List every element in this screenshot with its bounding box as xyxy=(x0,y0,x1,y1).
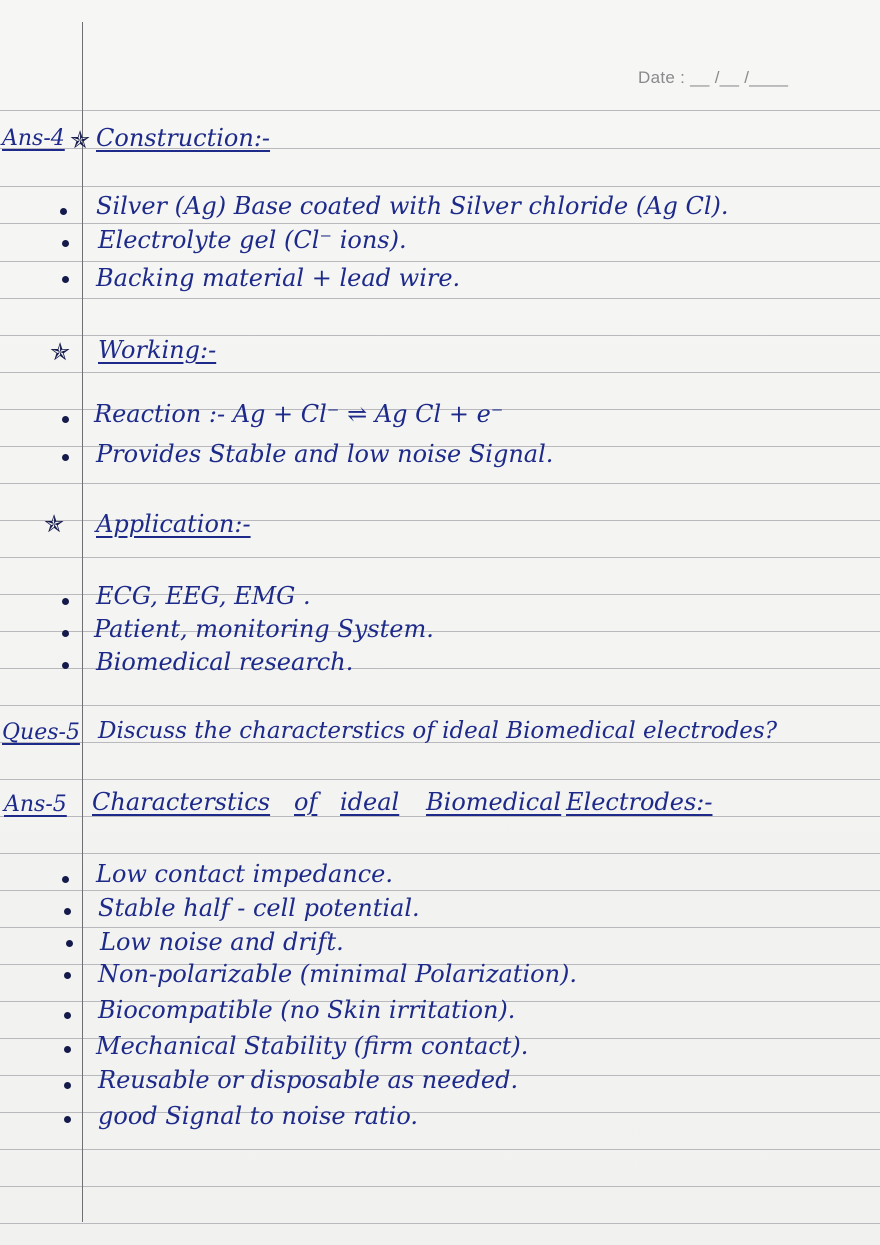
bullet-icon xyxy=(66,940,73,947)
ruled-line xyxy=(0,816,880,817)
bullet-icon xyxy=(62,454,69,461)
ans5-heading-word: Electrodes:- xyxy=(566,788,713,816)
margin-line xyxy=(82,22,83,1222)
characteristic-item: Biocompatible (no Skin irritation). xyxy=(98,996,516,1024)
characteristic-item: Stable half - cell potential. xyxy=(98,894,420,922)
working-item: Reaction :- Ag + Cl⁻ ⇌ Ag Cl + e⁻ xyxy=(94,400,504,428)
star-icon: ✯ xyxy=(44,510,65,538)
ruled-line xyxy=(0,1149,880,1150)
working-heading: Working:- xyxy=(98,336,217,364)
ruled-line xyxy=(0,298,880,299)
bullet-icon xyxy=(62,662,69,669)
application-item: Biomedical research. xyxy=(96,648,354,676)
ruled-line xyxy=(0,890,880,891)
bullet-icon xyxy=(62,240,69,247)
characteristic-item: Low noise and drift. xyxy=(100,928,344,956)
question-5-label: Ques-5 xyxy=(2,720,80,745)
construction-heading: Construction:- xyxy=(96,124,271,152)
characteristic-item: Mechanical Stability (firm contact). xyxy=(96,1032,529,1060)
bullet-icon xyxy=(64,908,71,915)
ans5-heading-word: Biomedical xyxy=(426,788,562,816)
application-item: ECG, EEG, EMG . xyxy=(96,582,311,610)
date-field: Date : __ /__ /____ xyxy=(638,68,789,87)
star-icon: ✯ xyxy=(50,338,71,366)
star-icon: ✯ xyxy=(70,126,91,154)
question-5-text: Discuss the characterstics of ideal Biomedical electrodes? xyxy=(98,718,778,744)
characteristic-item: Non-polarizable (minimal Polarization). xyxy=(98,960,578,988)
ruled-line xyxy=(0,1223,880,1224)
working-item: Provides Stable and low noise Signal. xyxy=(96,440,554,468)
ruled-line xyxy=(0,223,880,224)
ruled-line xyxy=(0,853,880,854)
bullet-icon xyxy=(64,1046,71,1053)
construction-item: Electrolyte gel (Cl⁻ ions). xyxy=(98,226,407,254)
construction-item: Backing material + lead wire. xyxy=(96,264,461,292)
bullet-icon xyxy=(62,876,69,883)
ans5-heading-word: Characterstics xyxy=(92,788,271,816)
answer-4-label: Ans-4 xyxy=(2,126,65,151)
ans5-heading-word: ideal xyxy=(340,788,400,816)
bullet-icon xyxy=(62,598,69,605)
bullet-icon xyxy=(64,1116,71,1123)
application-item: Patient, monitoring System. xyxy=(94,615,434,643)
bullet-icon xyxy=(64,1012,71,1019)
bullet-icon xyxy=(64,1082,71,1089)
ruled-line xyxy=(0,1186,880,1187)
ruled-line xyxy=(0,483,880,484)
ruled-line xyxy=(0,557,880,558)
characteristic-item: good Signal to noise ratio. xyxy=(98,1102,419,1130)
bullet-icon xyxy=(60,208,67,215)
characteristic-item: Reusable or disposable as needed. xyxy=(98,1066,519,1094)
construction-item: Silver (Ag) Base coated with Silver chloride (Ag Cl). xyxy=(96,192,729,220)
application-heading: Application:- xyxy=(96,510,251,538)
characteristic-item: Low contact impedance. xyxy=(96,860,393,888)
ruled-line xyxy=(0,779,880,780)
ruled-line xyxy=(0,372,880,373)
bullet-icon xyxy=(64,972,71,979)
ruled-line xyxy=(0,186,880,187)
ruled-line xyxy=(0,110,880,111)
bullet-icon xyxy=(62,276,69,283)
ruled-line xyxy=(0,261,880,262)
answer-5-label: Ans-5 xyxy=(4,792,67,817)
bullet-icon xyxy=(62,630,69,637)
bullet-icon xyxy=(62,416,69,423)
ans5-heading-word: of xyxy=(294,788,318,816)
ruled-line xyxy=(0,705,880,706)
